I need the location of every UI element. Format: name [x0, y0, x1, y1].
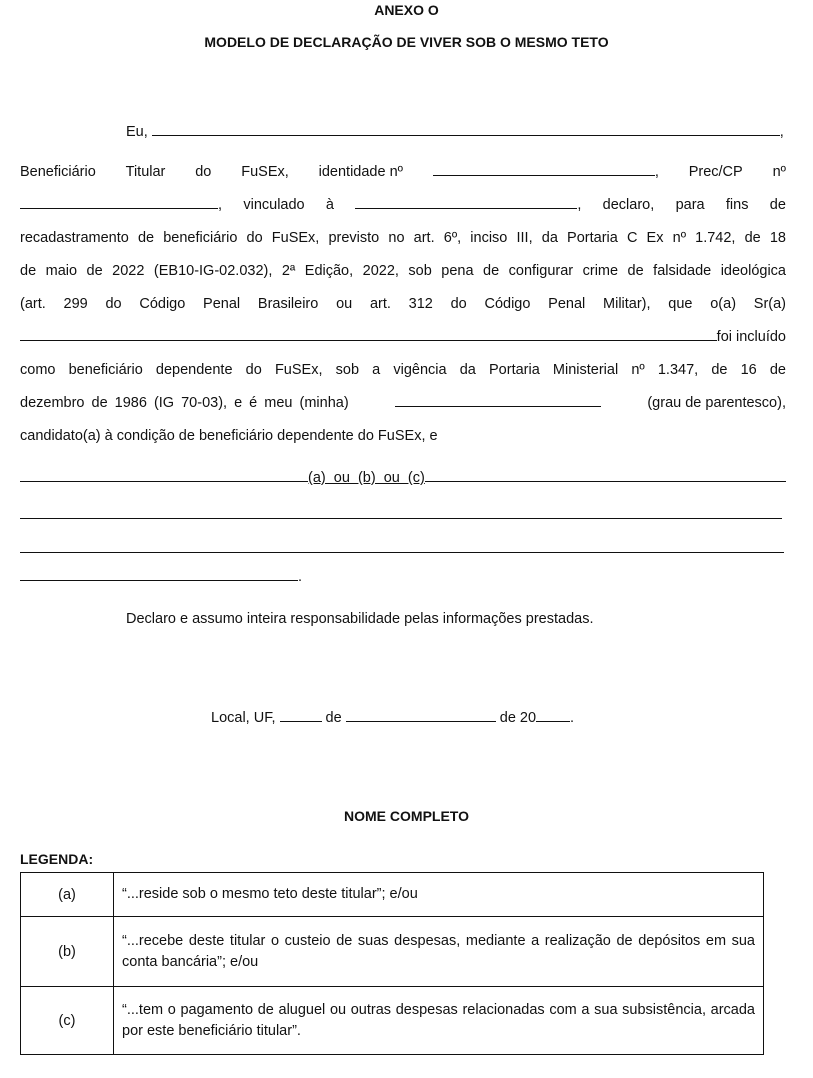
options-text: (a) ou (b) ou (c) — [308, 470, 425, 486]
legend-key: (c) — [21, 987, 114, 1055]
line-foi-incluido — [20, 325, 786, 349]
period-text: . — [570, 710, 575, 726]
text-word: vinculado — [243, 197, 305, 213]
line-eu — [20, 120, 786, 144]
month-blank[interactable] — [346, 706, 496, 722]
body-text-line: recadastramento de beneficiário do FuSEx, previsto no art. 6º, inciso III, da Portaria C Ex nº 1.742, de 18 — [20, 230, 786, 246]
body-text-line: como beneficiário dependente do FuSEx, sob a vigência da Portaria Ministerial nº 1.347, de 16 de — [20, 362, 786, 378]
day-blank[interactable] — [280, 706, 322, 722]
legend-table — [20, 872, 764, 1055]
text-segment: (grau de parentesco), — [647, 395, 786, 411]
sr-name-blank[interactable] — [20, 325, 717, 341]
text-word: de — [325, 710, 342, 726]
line-beneficiario — [20, 160, 786, 184]
identidade-blank[interactable] — [433, 160, 655, 176]
line-options — [20, 466, 786, 490]
local-label: Local, UF, — [211, 710, 276, 726]
name-blank[interactable] — [152, 120, 780, 136]
text-word: do — [195, 164, 212, 180]
year-blank[interactable] — [536, 706, 570, 722]
text-word: à — [325, 197, 334, 213]
declaration-text: Declaro e assumo inteira responsabilidade pelas informações prestadas. — [126, 611, 594, 627]
body-text-line: de maio de 2022 (EB10-IG-02.032), 2ª Edição, 2022, sob pena de configurar crime de falsidade ideológica — [20, 263, 786, 279]
text-word: Beneficiário — [20, 164, 96, 180]
prec-cp-label: Prec/CP — [688, 164, 743, 180]
prec-cp-blank[interactable] — [20, 193, 218, 209]
legend-key: (a) — [21, 873, 114, 917]
body-text-line: (art. 299 do Código Penal Brasileiro ou art. 312 do Código Penal Militar), que o(a) Sr(a) — [20, 296, 786, 312]
eu-label: Eu, — [126, 124, 148, 140]
text-word: FuSEx, — [241, 164, 289, 180]
text-word: de — [769, 197, 786, 213]
legend-row — [21, 917, 764, 987]
legend-text: “...reside sob o mesmo teto deste titular”; e/ou — [114, 873, 764, 917]
option-blank[interactable] — [20, 466, 308, 482]
annex-title: ANEXO O — [374, 2, 439, 18]
legend-text: “...recebe deste titular o custeio de suas despesas, mediante a realização de depósitos em sua conta bancária”; e/ou — [114, 917, 764, 987]
legend-row — [21, 873, 764, 917]
blank-line[interactable] — [20, 537, 784, 553]
line-vinculado — [20, 193, 786, 217]
text-word: declaro, — [602, 197, 655, 213]
legend-key: (b) — [21, 917, 114, 987]
period-text: . — [298, 569, 303, 585]
legend-label: LEGENDA: — [20, 851, 94, 867]
text-word: nº — [772, 164, 786, 180]
text-word: Titular — [125, 164, 166, 180]
text-word: para — [675, 197, 705, 213]
vinculado-blank[interactable] — [355, 193, 577, 209]
line-grau — [20, 391, 786, 415]
eu-comma: , — [779, 124, 784, 140]
comma-text: , — [577, 197, 582, 213]
legend-row — [21, 987, 764, 1055]
line-local-date — [211, 706, 611, 730]
line-last-blank — [20, 565, 786, 589]
option-blank[interactable] — [425, 466, 786, 482]
year-label: de 20 — [499, 710, 537, 726]
document-title: MODELO DE DECLARAÇÃO DE VIVER SOB O MESMO TETO — [204, 34, 609, 50]
body-text-line: candidato(a) à condição de beneficiário dependente do FuSEx, e — [20, 428, 438, 444]
grau-parentesco-blank[interactable] — [395, 391, 601, 407]
signature-name-label: NOME COMPLETO — [344, 808, 469, 824]
text-word: fins — [725, 197, 749, 213]
foi-incluido-text: foi incluído — [716, 329, 786, 345]
blank-line[interactable] — [20, 565, 298, 581]
comma-text: , — [218, 197, 223, 213]
blank-line[interactable] — [20, 503, 782, 519]
comma-text: , — [654, 164, 659, 180]
identidade-label: identidade nº — [318, 164, 403, 180]
text-segment: dezembro de 1986 (IG 70-03), e é meu (minha) — [20, 395, 349, 411]
legend-text: “...tem o pagamento de aluguel ou outras despesas relacionadas com a sua subsistência, arcada por este beneficiário titular”. — [114, 987, 764, 1055]
